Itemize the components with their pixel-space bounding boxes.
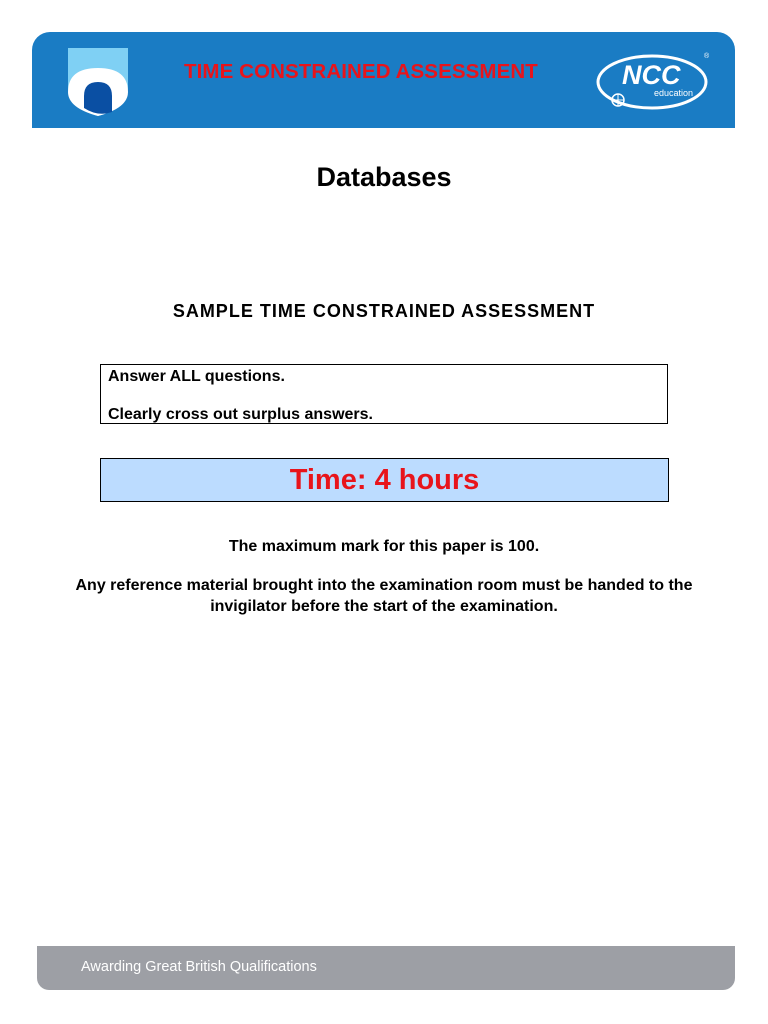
footer-tagline: Awarding Great British Qualifications [81,959,317,975]
instructions-box [100,364,668,424]
header-title: TIME CONSTRAINED ASSESSMENT [184,60,538,83]
exam-info [60,536,708,635]
instruction-item: Answer ALL questions. [108,368,285,385]
footer-band [37,946,735,990]
time-allowed-box: Time: 4 hours [100,458,669,502]
max-mark-text: The maximum mark for this paper is 100. [228,538,540,555]
logo-text: NCC [622,60,681,90]
header-band [32,32,735,128]
document-subtitle: SAMPLE TIME CONSTRAINED ASSESSMENT [172,301,596,321]
reference-notice-text: Any reference material brought into the examination room must be handed to the invigilator before the start of the examination. [75,577,693,615]
instruction-item: Clearly cross out surplus answers. [108,406,373,423]
logo-subtext: education [654,88,694,98]
ncc-education-logo-icon [594,46,714,116]
shield-logo-icon [66,46,130,118]
registered-mark: ® [704,53,710,60]
document-title: Databases [316,162,452,192]
